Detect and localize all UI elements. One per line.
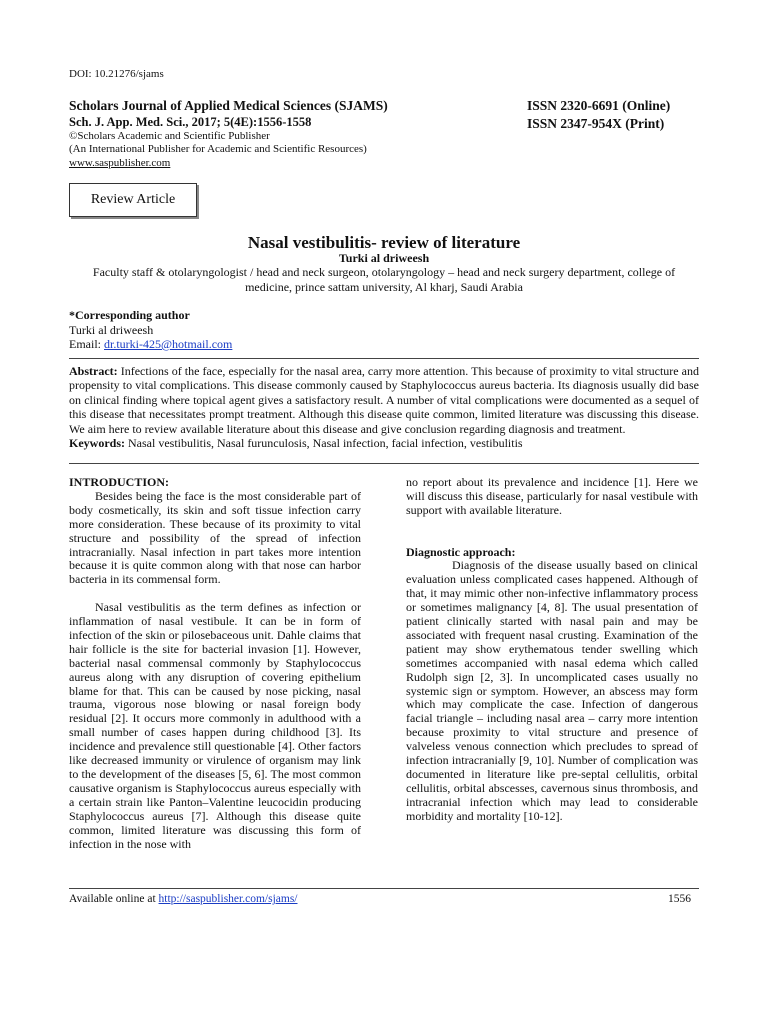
introduction-heading: INTRODUCTION: — [69, 475, 170, 489]
issn-print: ISSN 2347-954X (Print) — [527, 116, 665, 131]
abstract-text: Infections of the face, especially for the nasal area, carry more attention. This because of proximity to vital structure and propensity to vital complications. This disease commonly caused by Staphylococcus aureus bacteria. Its diagnosis usually did base on clinical finding where topical agent gives a satisfactory result. A number of vital complications were documented as a sequel of this disease that necessitates prompt treatment. Although this disease quite common, limited literature was discussing this disease. We aim here to review available literature about this disease and give conclusion regarding diagnosis and treatment. — [69, 364, 699, 436]
publisher: ©Scholars Academic and Scientific Publisher — [69, 129, 270, 142]
footer — [69, 893, 298, 905]
article-title: Nasal vestibulitis- review of literature — [247, 233, 521, 252]
corresponding-author — [69, 308, 232, 352]
corresponding-name: Turki al driweesh — [69, 322, 154, 337]
diagnostic-paragraph: Diagnosis of the disease usually based on clinical evaluation unless complicated cases happened. Although of that, it may mimic other non-infective inflammatory process or sometimes malignancy [4, 8]. The usual presentation of patient clinically started with nasal pain and may be associated with frequent nasal crusting. Examination of the patient may show erythematous tender swelling which sometimes accompanied with nasal edema which called Rudolph sign [2, 3]. In uncomplicated cases usually no systemic sign or symptom. However, an abscess may form which may complicate the case. Infection of dangerous facial triangle – including nasal area – carry more intention because proximity to vital structure and presence of valveless venous connection which precludes to spread of infection intracranially [9, 10]. Number of complication was documented in literature like pre-septal cellulitis, orbital cellulitis, orbital abscesses, cavernous sinus thrombosis, and intracranial infection which may lead to considerable morbidity and mortality [10-12]. — [406, 558, 698, 823]
corresponding-label: *Corresponding author — [69, 308, 190, 322]
right-column — [406, 476, 698, 824]
publication-info — [69, 116, 367, 170]
abstract — [69, 358, 699, 464]
website-link[interactable]: www.saspublisher.com — [69, 156, 171, 169]
issn-online: ISSN 2320-6691 (Online) — [527, 98, 671, 113]
introduction-paragraph: Nasal vestibulitis as the term defines as infection or inflammation of nasal vestibule. It can be in form of infection of the skin or pilosebaceous unit. Dahle claims that hair follicle is the site for bacterial invasion [1]. However, bacterial nasal commensal commonly by Staphylococcus aureus along with any disruption of covering epithelium blame for that. This can be caused by nose picking, nasal trauma, vigorous nose blowing or nasal foreign body residual [2]. It occurs more commonly in adulthood with a small number of cases happen during childhood [3]. Its incidence and prevalence still questionable [4]. Other factors like decreased immunity or virulence of organism may link to the development of the diseases [5, 6]. The most common causative organism is Staphylococcus aureus especially with a certain strain like Panton–Valentine leucocidin producing Staphylococcus aureus [7]. Although this disease quite common, limited literature was discussing this form of infection in the nose with — [69, 600, 361, 851]
affiliation: Faculty staff & otolaryngologist / head and neck surgeon, otolaryngology – head and neck surgery department, college of medicine, prince sattam university, Al kharj, Saudi Arabia — [92, 265, 676, 294]
citation: Sch. J. App. Med. Sci., 2017; 5(4E):1556-1558 — [69, 115, 312, 129]
footer-divider — [69, 888, 699, 889]
abstract-label: Abstract: — [69, 364, 118, 378]
footer-available-label: Available online at — [69, 893, 156, 905]
diagnostic-heading: Diagnostic approach: — [406, 544, 516, 559]
email-link[interactable]: dr.turki-425@hotmail.com — [104, 337, 233, 351]
doi: DOI: 10.21276/sjams — [69, 68, 164, 80]
introduction-paragraph: Besides being the face is the most considerable part of body cosmetically, its skin and soft tissue infection carry more consideration. These because of its proximity to vital structure and possibility of the spread of infection intracranially. Nasal infection in part takes more intention because it is quite common along with that nose can harbor bacteria in its commensal form. — [69, 488, 361, 587]
keywords: Nasal vestibulitis, Nasal furunculosis, Nasal infection, facial infection, vestibulitis — [128, 436, 523, 451]
page-number: 1556 — [668, 893, 691, 905]
continued-paragraph: no report about its prevalence and incidence [1]. Here we will discuss this disease, particularly for nasal vestibule with support with available literature. — [406, 475, 698, 517]
left-column — [69, 476, 361, 851]
journal-title: Scholars Journal of Applied Medical Sciences (SJAMS) — [69, 98, 388, 113]
keywords-label: Keywords: — [69, 436, 125, 451]
email-label: Email: — [69, 337, 101, 351]
footer-link[interactable]: http://saspublisher.com/sjams/ — [158, 893, 298, 905]
article-type-badge: Review Article — [69, 183, 197, 217]
publisher-description: (An International Publisher for Academic and Scientific Resources) — [69, 143, 367, 156]
author: Turki al driweesh — [338, 251, 430, 265]
